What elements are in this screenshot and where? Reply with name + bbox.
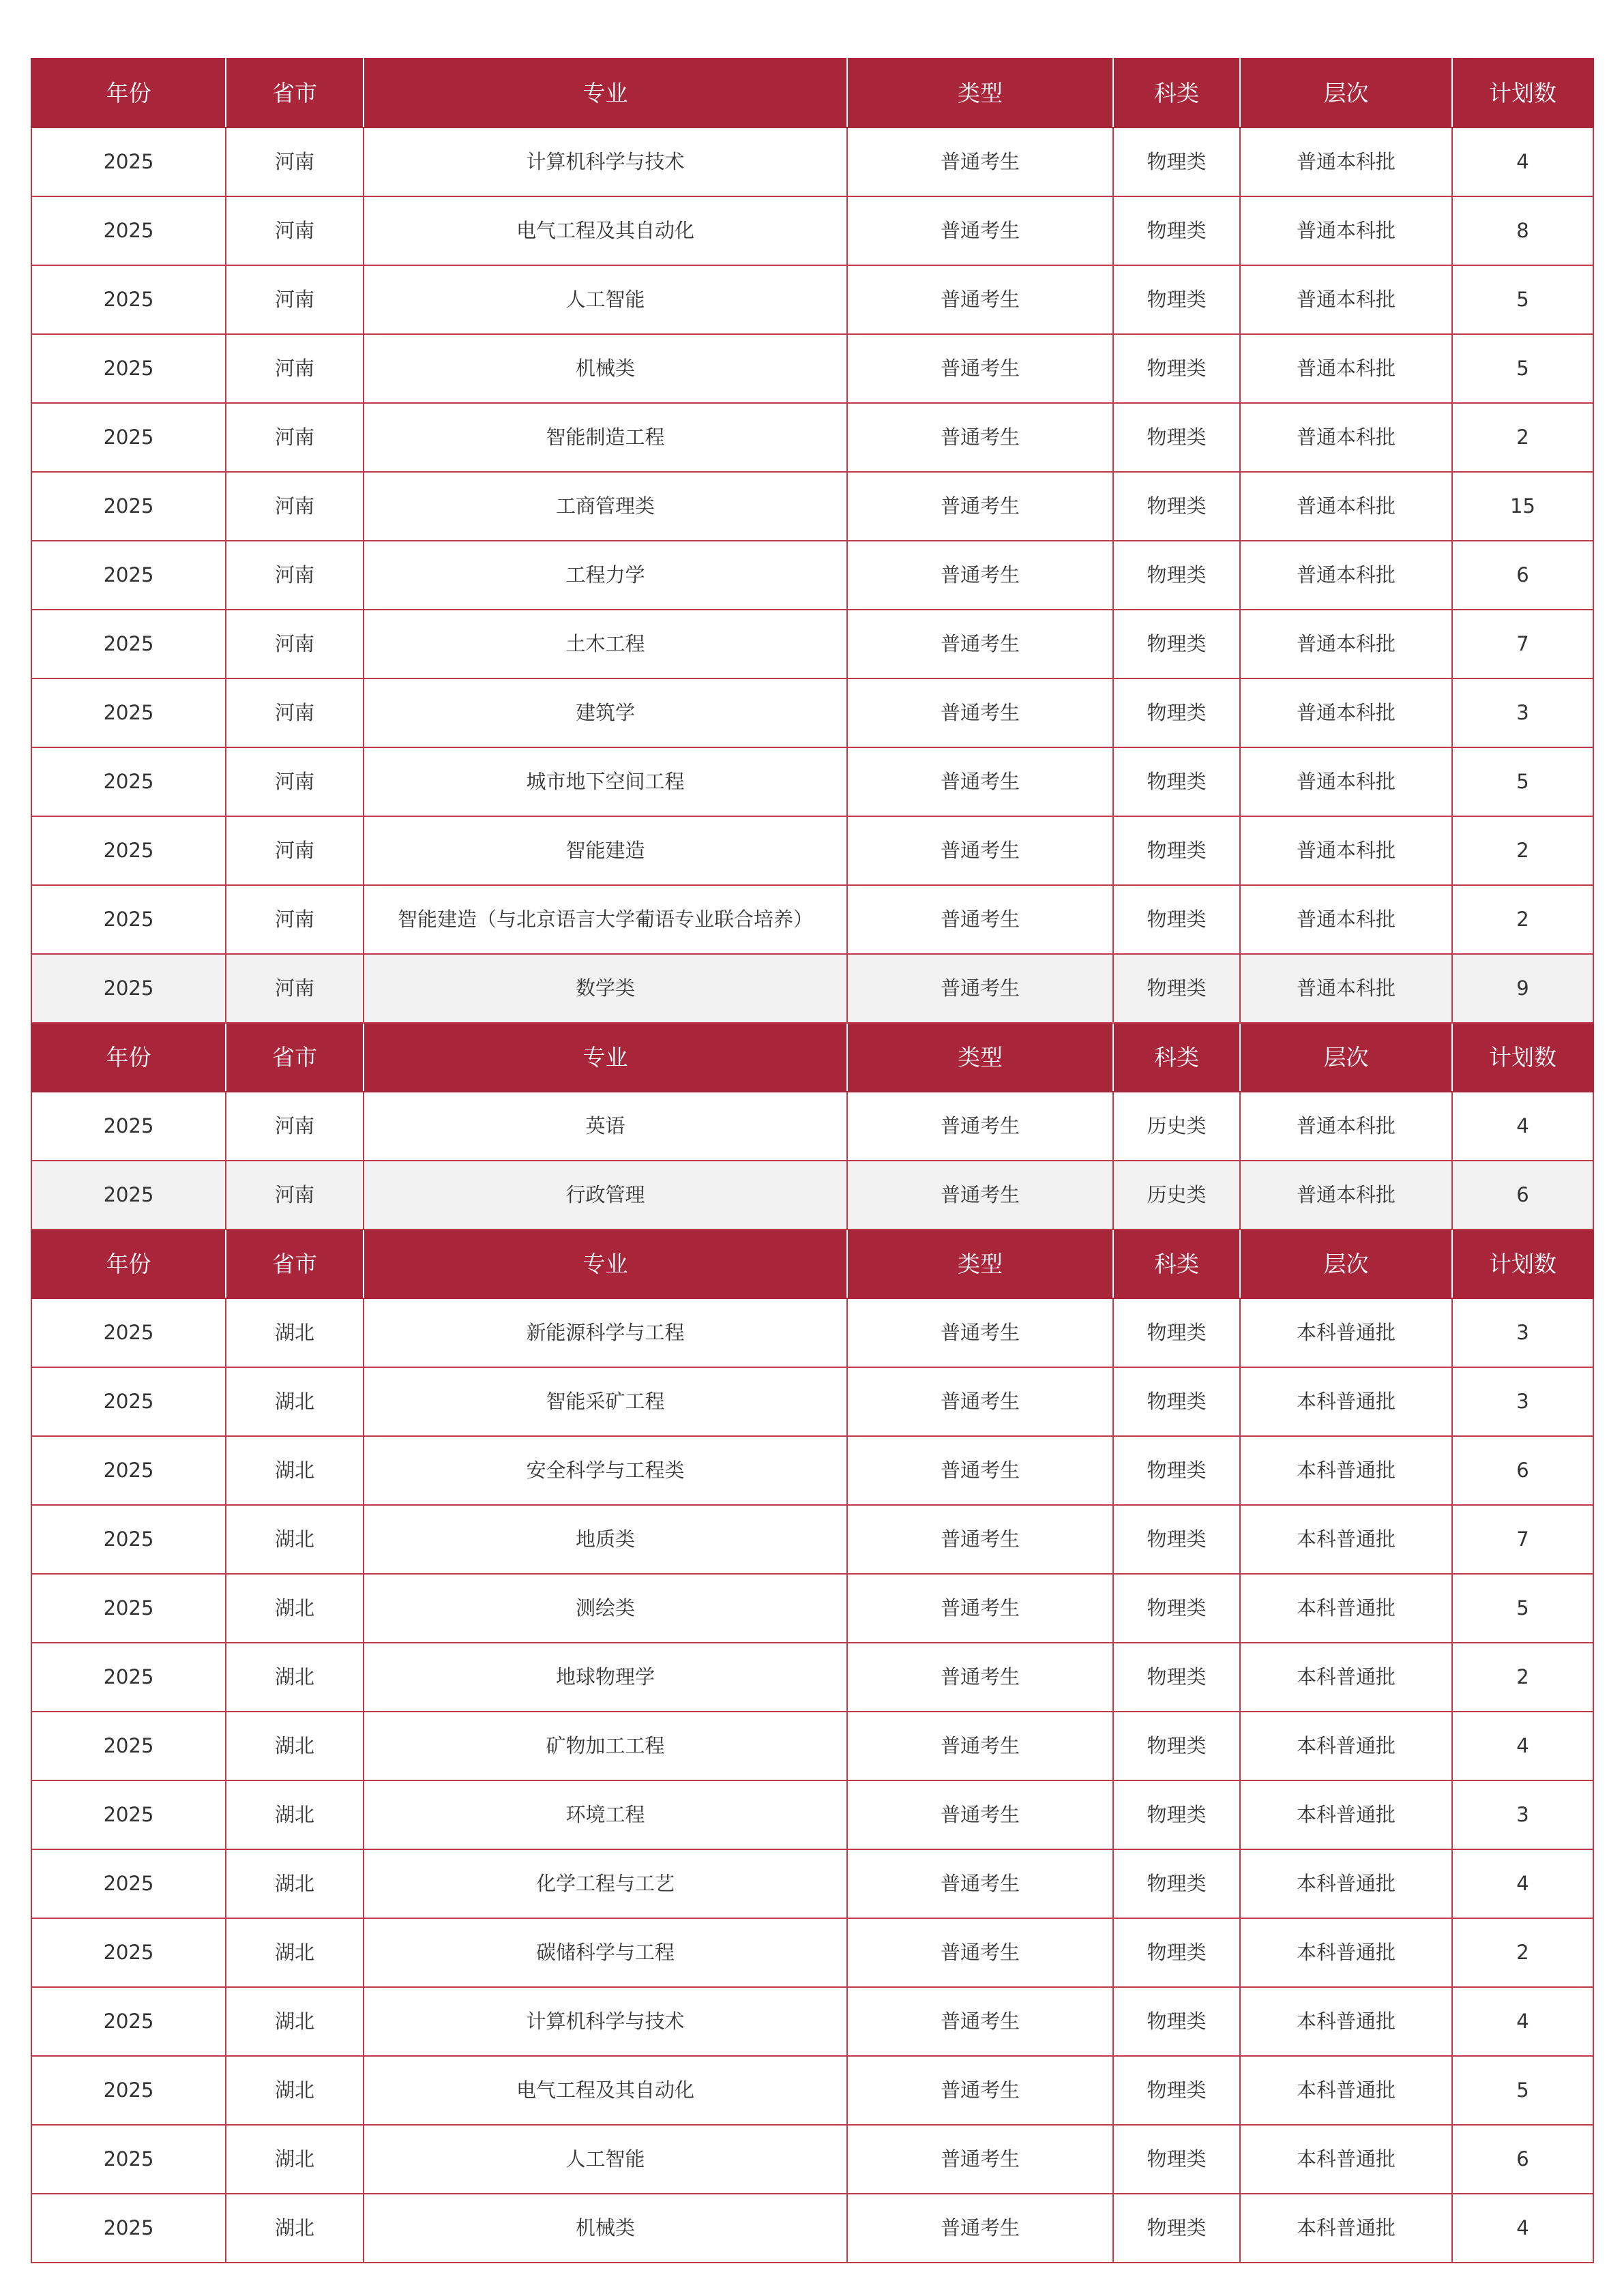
cell-type: 普通考生 <box>847 1643 1113 1712</box>
cell-type: 普通考生 <box>847 1849 1113 1918</box>
column-header-plan-count: 计划数 <box>1452 59 1593 128</box>
cell-level: 本科普通批 <box>1240 2125 1452 2194</box>
table-row <box>31 472 1593 541</box>
cell-type: 普通考生 <box>847 1161 1113 1229</box>
cell-major: 智能建造（与北京语言大学葡语专业联合培养） <box>364 885 847 954</box>
cell-plan-count: 2 <box>1452 1918 1593 1987</box>
cell-level: 普通本科批 <box>1240 472 1452 541</box>
cell-province: 湖北 <box>226 2125 364 2194</box>
cell-year: 2025 <box>31 2125 226 2194</box>
cell-year: 2025 <box>31 334 226 403</box>
table-header-row <box>31 1229 1593 1298</box>
cell-level: 普通本科批 <box>1240 679 1452 747</box>
table-row <box>31 1987 1593 2056</box>
cell-major: 碳储科学与工程 <box>364 1918 847 1987</box>
cell-province: 湖北 <box>226 1780 364 1849</box>
cell-subject: 物理类 <box>1113 1780 1240 1849</box>
cell-type: 普通考生 <box>847 2194 1113 2263</box>
cell-major: 测绘类 <box>364 1574 847 1643</box>
column-header-level: 层次 <box>1240 1023 1452 1092</box>
cell-province: 湖北 <box>226 1987 364 2056</box>
cell-subject: 物理类 <box>1113 128 1240 196</box>
cell-subject: 物理类 <box>1113 1298 1240 1367</box>
cell-subject: 物理类 <box>1113 2056 1240 2125</box>
column-header-province: 省市 <box>226 1229 364 1298</box>
cell-level: 普通本科批 <box>1240 885 1452 954</box>
table-row <box>31 954 1593 1023</box>
table-row <box>31 1092 1593 1161</box>
cell-subject: 物理类 <box>1113 2125 1240 2194</box>
cell-level: 普通本科批 <box>1240 1092 1452 1161</box>
cell-major: 化学工程与工艺 <box>364 1849 847 1918</box>
cell-major: 行政管理 <box>364 1161 847 1229</box>
table-row <box>31 885 1593 954</box>
cell-year: 2025 <box>31 610 226 679</box>
cell-type: 普通考生 <box>847 1574 1113 1643</box>
cell-plan-count: 2 <box>1452 885 1593 954</box>
cell-type: 普通考生 <box>847 1436 1113 1505</box>
cell-province: 河南 <box>226 954 364 1023</box>
cell-province: 湖北 <box>226 1436 364 1505</box>
cell-level: 本科普通批 <box>1240 1849 1452 1918</box>
column-header-subject: 科类 <box>1113 1023 1240 1092</box>
cell-type: 普通考生 <box>847 816 1113 885</box>
cell-subject: 物理类 <box>1113 1712 1240 1780</box>
cell-year: 2025 <box>31 403 226 472</box>
cell-plan-count: 5 <box>1452 2056 1593 2125</box>
cell-major: 机械类 <box>364 2194 847 2263</box>
cell-plan-count: 7 <box>1452 1505 1593 1574</box>
cell-year: 2025 <box>31 1298 226 1367</box>
cell-type: 普通考生 <box>847 1092 1113 1161</box>
cell-major: 矿物加工工程 <box>364 1712 847 1780</box>
cell-subject: 历史类 <box>1113 1092 1240 1161</box>
table-row <box>31 1298 1593 1367</box>
cell-subject: 物理类 <box>1113 954 1240 1023</box>
cell-major: 工程力学 <box>364 541 847 610</box>
cell-province: 河南 <box>226 747 364 816</box>
cell-type: 普通考生 <box>847 2056 1113 2125</box>
column-header-year: 年份 <box>31 1023 226 1092</box>
cell-subject: 物理类 <box>1113 2194 1240 2263</box>
cell-level: 本科普通批 <box>1240 1712 1452 1780</box>
column-header-type: 类型 <box>847 59 1113 128</box>
table-row <box>31 1780 1593 1849</box>
cell-level: 普通本科批 <box>1240 816 1452 885</box>
cell-province: 河南 <box>226 541 364 610</box>
cell-province: 湖北 <box>226 1849 364 1918</box>
cell-plan-count: 2 <box>1452 403 1593 472</box>
cell-level: 普通本科批 <box>1240 128 1452 196</box>
cell-province: 湖北 <box>226 2194 364 2263</box>
cell-province: 湖北 <box>226 1367 364 1436</box>
column-header-year: 年份 <box>31 59 226 128</box>
cell-year: 2025 <box>31 1712 226 1780</box>
cell-plan-count: 3 <box>1452 1367 1593 1436</box>
table-row <box>31 1367 1593 1436</box>
column-header-province: 省市 <box>226 1023 364 1092</box>
column-header-year: 年份 <box>31 1229 226 1298</box>
cell-plan-count: 5 <box>1452 265 1593 334</box>
table-row <box>31 2125 1593 2194</box>
table-row <box>31 1712 1593 1780</box>
cell-plan-count: 5 <box>1452 747 1593 816</box>
cell-major: 地球物理学 <box>364 1643 847 1712</box>
column-header-major: 专业 <box>364 59 847 128</box>
table-row <box>31 816 1593 885</box>
column-header-major: 专业 <box>364 1023 847 1092</box>
cell-type: 普通考生 <box>847 196 1113 265</box>
cell-year: 2025 <box>31 885 226 954</box>
cell-province: 河南 <box>226 1161 364 1229</box>
table-row <box>31 265 1593 334</box>
cell-province: 湖北 <box>226 1505 364 1574</box>
column-header-province: 省市 <box>226 59 364 128</box>
column-header-subject: 科类 <box>1113 59 1240 128</box>
cell-major: 数学类 <box>364 954 847 1023</box>
cell-subject: 物理类 <box>1113 541 1240 610</box>
cell-plan-count: 4 <box>1452 1712 1593 1780</box>
table-row <box>31 541 1593 610</box>
cell-year: 2025 <box>31 196 226 265</box>
cell-level: 普通本科批 <box>1240 403 1452 472</box>
cell-type: 普通考生 <box>847 1367 1113 1436</box>
cell-subject: 物理类 <box>1113 265 1240 334</box>
column-header-type: 类型 <box>847 1023 1113 1092</box>
table-row <box>31 334 1593 403</box>
table-header-row <box>31 1023 1593 1092</box>
cell-type: 普通考生 <box>847 1298 1113 1367</box>
cell-type: 普通考生 <box>847 2125 1113 2194</box>
cell-year: 2025 <box>31 954 226 1023</box>
cell-plan-count: 4 <box>1452 1849 1593 1918</box>
cell-plan-count: 6 <box>1452 1436 1593 1505</box>
cell-plan-count: 8 <box>1452 196 1593 265</box>
table-row <box>31 1436 1593 1505</box>
cell-type: 普通考生 <box>847 1712 1113 1780</box>
cell-level: 普通本科批 <box>1240 610 1452 679</box>
cell-type: 普通考生 <box>847 541 1113 610</box>
cell-major: 人工智能 <box>364 2125 847 2194</box>
cell-type: 普通考生 <box>847 1505 1113 1574</box>
cell-subject: 物理类 <box>1113 1849 1240 1918</box>
cell-province: 河南 <box>226 128 364 196</box>
cell-plan-count: 3 <box>1452 1298 1593 1367</box>
cell-plan-count: 2 <box>1452 816 1593 885</box>
cell-province: 河南 <box>226 472 364 541</box>
cell-major: 智能制造工程 <box>364 403 847 472</box>
cell-subject: 物理类 <box>1113 885 1240 954</box>
cell-subject: 物理类 <box>1113 1987 1240 2056</box>
cell-level: 普通本科批 <box>1240 954 1452 1023</box>
cell-province: 湖北 <box>226 1712 364 1780</box>
cell-plan-count: 6 <box>1452 541 1593 610</box>
cell-major: 工商管理类 <box>364 472 847 541</box>
cell-year: 2025 <box>31 679 226 747</box>
cell-province: 河南 <box>226 334 364 403</box>
column-header-major: 专业 <box>364 1229 847 1298</box>
cell-plan-count: 5 <box>1452 1574 1593 1643</box>
cell-type: 普通考生 <box>847 610 1113 679</box>
cell-year: 2025 <box>31 1574 226 1643</box>
cell-year: 2025 <box>31 472 226 541</box>
cell-level: 普通本科批 <box>1240 541 1452 610</box>
cell-major: 机械类 <box>364 334 847 403</box>
admission-plan-table <box>31 58 1594 2263</box>
cell-province: 湖北 <box>226 1918 364 1987</box>
cell-level: 本科普通批 <box>1240 1574 1452 1643</box>
cell-province: 河南 <box>226 816 364 885</box>
table-row <box>31 196 1593 265</box>
cell-plan-count: 3 <box>1452 1780 1593 1849</box>
table-row <box>31 610 1593 679</box>
cell-level: 本科普通批 <box>1240 1780 1452 1849</box>
cell-subject: 物理类 <box>1113 679 1240 747</box>
cell-level: 普通本科批 <box>1240 1161 1452 1229</box>
cell-type: 普通考生 <box>847 1987 1113 2056</box>
cell-major: 智能建造 <box>364 816 847 885</box>
table-row <box>31 1505 1593 1574</box>
cell-year: 2025 <box>31 1436 226 1505</box>
cell-subject: 物理类 <box>1113 403 1240 472</box>
table-row <box>31 128 1593 196</box>
cell-plan-count: 3 <box>1452 679 1593 747</box>
column-header-subject: 科类 <box>1113 1229 1240 1298</box>
table-row <box>31 2056 1593 2125</box>
cell-subject: 物理类 <box>1113 196 1240 265</box>
cell-level: 本科普通批 <box>1240 1987 1452 2056</box>
cell-plan-count: 9 <box>1452 954 1593 1023</box>
table-row <box>31 1849 1593 1918</box>
cell-province: 湖北 <box>226 1643 364 1712</box>
table-row <box>31 403 1593 472</box>
cell-subject: 物理类 <box>1113 1505 1240 1574</box>
cell-year: 2025 <box>31 2056 226 2125</box>
cell-year: 2025 <box>31 1505 226 1574</box>
cell-year: 2025 <box>31 1092 226 1161</box>
table-row <box>31 747 1593 816</box>
cell-subject: 物理类 <box>1113 816 1240 885</box>
cell-year: 2025 <box>31 1918 226 1987</box>
cell-province: 河南 <box>226 196 364 265</box>
cell-province: 河南 <box>226 265 364 334</box>
cell-subject: 历史类 <box>1113 1161 1240 1229</box>
table-row <box>31 1643 1593 1712</box>
cell-type: 普通考生 <box>847 403 1113 472</box>
cell-major: 电气工程及其自动化 <box>364 196 847 265</box>
cell-major: 电气工程及其自动化 <box>364 2056 847 2125</box>
cell-year: 2025 <box>31 265 226 334</box>
cell-major: 计算机科学与技术 <box>364 128 847 196</box>
cell-subject: 物理类 <box>1113 1574 1240 1643</box>
cell-subject: 物理类 <box>1113 1436 1240 1505</box>
table-header-row <box>31 59 1593 128</box>
column-header-plan-count: 计划数 <box>1452 1023 1593 1092</box>
cell-year: 2025 <box>31 1987 226 2056</box>
cell-level: 普通本科批 <box>1240 265 1452 334</box>
cell-year: 2025 <box>31 747 226 816</box>
cell-province: 湖北 <box>226 1298 364 1367</box>
cell-year: 2025 <box>31 816 226 885</box>
cell-year: 2025 <box>31 128 226 196</box>
cell-level: 本科普通批 <box>1240 1643 1452 1712</box>
cell-year: 2025 <box>31 1367 226 1436</box>
cell-major: 计算机科学与技术 <box>364 1987 847 2056</box>
cell-year: 2025 <box>31 1780 226 1849</box>
cell-plan-count: 6 <box>1452 1161 1593 1229</box>
cell-province: 湖北 <box>226 1574 364 1643</box>
cell-province: 河南 <box>226 610 364 679</box>
cell-type: 普通考生 <box>847 472 1113 541</box>
table-row <box>31 679 1593 747</box>
table-row <box>31 1161 1593 1229</box>
cell-type: 普通考生 <box>847 1780 1113 1849</box>
cell-type: 普通考生 <box>847 747 1113 816</box>
cell-subject: 物理类 <box>1113 1367 1240 1436</box>
cell-province: 湖北 <box>226 2056 364 2125</box>
cell-level: 本科普通批 <box>1240 1918 1452 1987</box>
cell-major: 英语 <box>364 1092 847 1161</box>
table-row <box>31 1918 1593 1987</box>
cell-plan-count: 7 <box>1452 610 1593 679</box>
cell-major: 土木工程 <box>364 610 847 679</box>
cell-subject: 物理类 <box>1113 1918 1240 1987</box>
cell-major: 环境工程 <box>364 1780 847 1849</box>
cell-plan-count: 4 <box>1452 2194 1593 2263</box>
column-header-plan-count: 计划数 <box>1452 1229 1593 1298</box>
cell-year: 2025 <box>31 541 226 610</box>
cell-year: 2025 <box>31 1643 226 1712</box>
column-header-level: 层次 <box>1240 59 1452 128</box>
cell-major: 安全科学与工程类 <box>364 1436 847 1505</box>
cell-level: 普通本科批 <box>1240 334 1452 403</box>
cell-level: 本科普通批 <box>1240 1298 1452 1367</box>
cell-major: 智能采矿工程 <box>364 1367 847 1436</box>
cell-type: 普通考生 <box>847 679 1113 747</box>
cell-year: 2025 <box>31 2194 226 2263</box>
cell-major: 人工智能 <box>364 265 847 334</box>
column-header-type: 类型 <box>847 1229 1113 1298</box>
cell-year: 2025 <box>31 1849 226 1918</box>
cell-plan-count: 5 <box>1452 334 1593 403</box>
cell-plan-count: 4 <box>1452 1092 1593 1161</box>
cell-level: 本科普通批 <box>1240 2056 1452 2125</box>
cell-major: 地质类 <box>364 1505 847 1574</box>
table-body <box>31 59 1593 2263</box>
cell-level: 本科普通批 <box>1240 1505 1452 1574</box>
cell-subject: 物理类 <box>1113 1643 1240 1712</box>
cell-province: 河南 <box>226 679 364 747</box>
cell-type: 普通考生 <box>847 1918 1113 1987</box>
cell-type: 普通考生 <box>847 265 1113 334</box>
column-header-level: 层次 <box>1240 1229 1452 1298</box>
cell-type: 普通考生 <box>847 128 1113 196</box>
table-row <box>31 1574 1593 1643</box>
cell-plan-count: 6 <box>1452 2125 1593 2194</box>
cell-plan-count: 4 <box>1452 128 1593 196</box>
cell-subject: 物理类 <box>1113 610 1240 679</box>
cell-plan-count: 4 <box>1452 1987 1593 2056</box>
cell-province: 河南 <box>226 885 364 954</box>
cell-level: 本科普通批 <box>1240 1436 1452 1505</box>
admission-plan-document <box>31 58 1593 2263</box>
cell-province: 河南 <box>226 403 364 472</box>
cell-year: 2025 <box>31 1161 226 1229</box>
cell-plan-count: 2 <box>1452 1643 1593 1712</box>
table-row <box>31 2194 1593 2263</box>
cell-major: 建筑学 <box>364 679 847 747</box>
cell-major: 城市地下空间工程 <box>364 747 847 816</box>
cell-level: 本科普通批 <box>1240 2194 1452 2263</box>
cell-level: 普通本科批 <box>1240 747 1452 816</box>
cell-type: 普通考生 <box>847 334 1113 403</box>
cell-province: 河南 <box>226 1092 364 1161</box>
cell-type: 普通考生 <box>847 885 1113 954</box>
cell-plan-count: 15 <box>1452 472 1593 541</box>
cell-type: 普通考生 <box>847 954 1113 1023</box>
cell-subject: 物理类 <box>1113 472 1240 541</box>
cell-level: 普通本科批 <box>1240 196 1452 265</box>
cell-level: 本科普通批 <box>1240 1367 1452 1436</box>
cell-subject: 物理类 <box>1113 334 1240 403</box>
cell-subject: 物理类 <box>1113 747 1240 816</box>
cell-major: 新能源科学与工程 <box>364 1298 847 1367</box>
